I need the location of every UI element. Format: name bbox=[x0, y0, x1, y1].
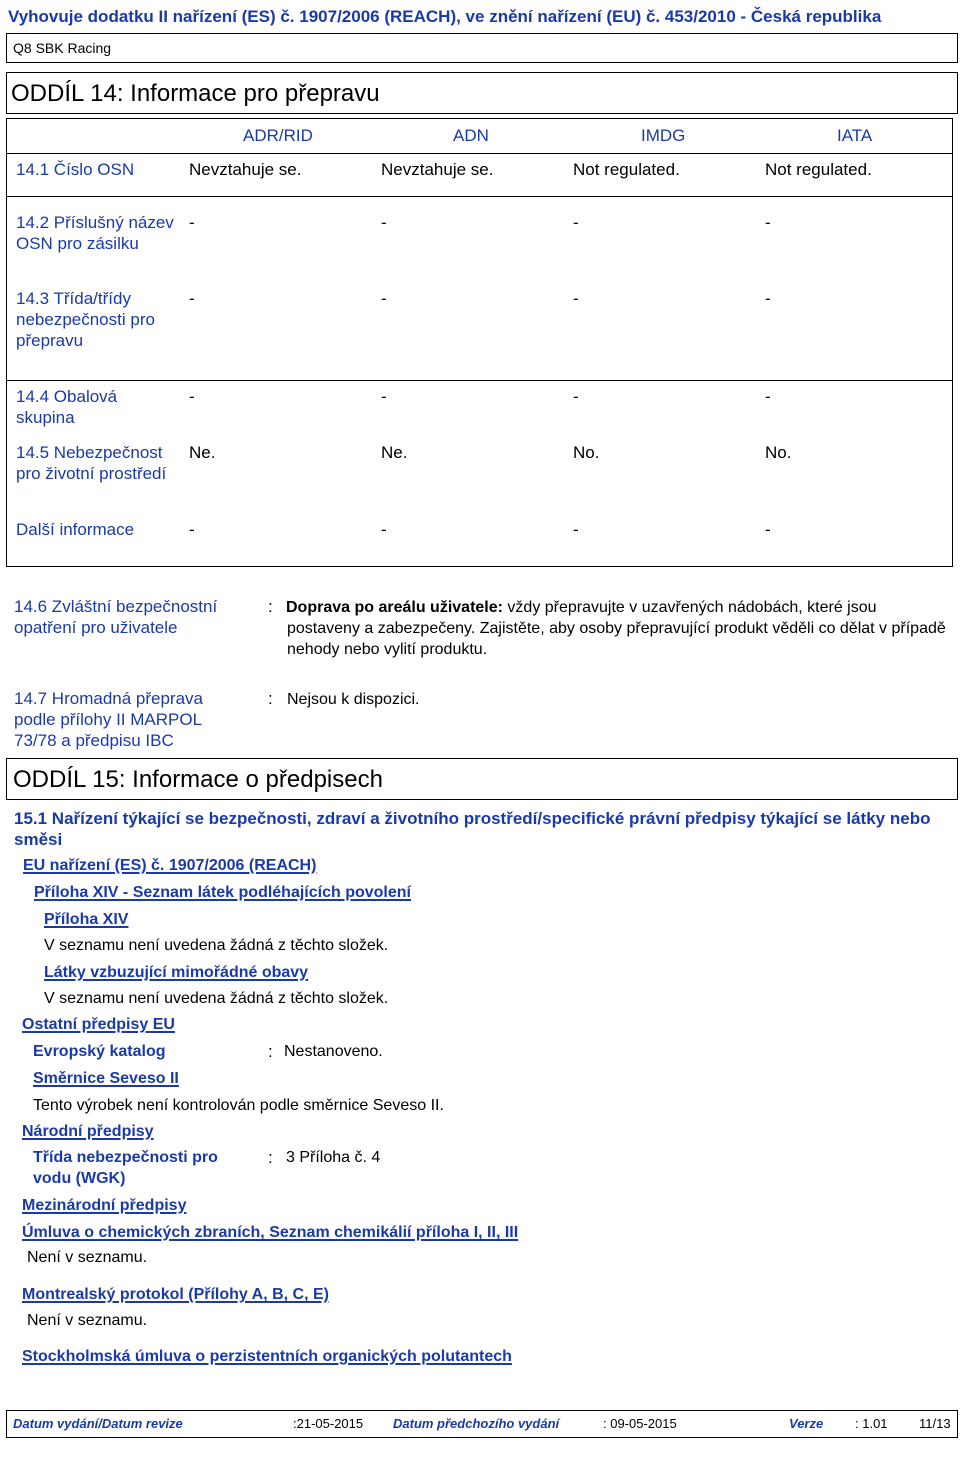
product-name: Q8 SBK Racing bbox=[13, 40, 112, 56]
cell: - bbox=[189, 289, 195, 308]
footer-prev-value: : 09-05-2015 bbox=[603, 1416, 677, 1431]
cell: Not regulated. bbox=[765, 160, 872, 179]
cell: - bbox=[765, 213, 771, 232]
montreal-status: Není v seznamu. bbox=[27, 1312, 148, 1329]
col-header-imdg: IMDG bbox=[641, 126, 686, 145]
row-label-environmental-hazard: 14.5 Nebezpečnost pro životní prostředí bbox=[16, 443, 167, 483]
special-precautions-text bbox=[283, 597, 948, 660]
svhc-heading: Látky vzbuzující mimořádné obavy bbox=[44, 964, 309, 981]
section15-subtitle: 15.1 Nařízení týkající se bezpečnosti, zdraví a životního prostředí/specifické právní předpisy týkající se látky nebo směsi bbox=[14, 809, 931, 849]
cell: - bbox=[189, 520, 195, 539]
colon: : bbox=[268, 689, 273, 708]
section15-title-box bbox=[6, 758, 958, 800]
cell: - bbox=[765, 387, 771, 406]
cell: - bbox=[765, 289, 771, 308]
cell: - bbox=[381, 289, 387, 308]
annex-xiv-heading: Příloha XIV bbox=[44, 911, 129, 928]
cell: No. bbox=[765, 443, 792, 462]
national-heading: Národní předpisy bbox=[22, 1123, 154, 1140]
special-precautions-lead: Doprava po areálu uživatele: bbox=[286, 599, 503, 616]
european-catalogue-label: Evropský katalog bbox=[33, 1043, 166, 1060]
cell: No. bbox=[573, 443, 600, 462]
row-label-additional-info: Další informace bbox=[16, 520, 135, 539]
svhc-status: V seznamu není uvedena žádná z těchto složek. bbox=[44, 990, 389, 1007]
row-label-shipping-name: 14.2 Příslušný název OSN pro zásilku bbox=[16, 213, 174, 253]
cell: - bbox=[381, 520, 387, 539]
seveso-heading: Směrnice Seveso II bbox=[33, 1070, 179, 1087]
footer-issue-label: Datum vydání/Datum revize bbox=[13, 1416, 183, 1431]
colon: : bbox=[268, 597, 273, 616]
product-name-box bbox=[6, 33, 958, 63]
cell: - bbox=[189, 213, 195, 232]
eu-reach-heading: EU nařízení (ES) č. 1907/2006 (REACH) bbox=[23, 857, 317, 874]
footer-version-label: Verze bbox=[789, 1416, 824, 1431]
col-header-adr: ADR/RID bbox=[243, 126, 313, 145]
cell: Not regulated. bbox=[573, 160, 680, 179]
bulk-transport-label: 14.7 Hromadná přeprava podle přílohy II MARPOL 73/78 a předpisu IBC bbox=[14, 689, 204, 750]
special-precautions-body: vždy přepravujte v uzavřených nádobách, které jsou postaveny a zabezpečeny. Zajistěte, aby osoby přepravující produkt věděli co dělat v případě nehody nebo vylití produktu. bbox=[287, 599, 946, 658]
cell: - bbox=[381, 387, 387, 406]
table-header-divider bbox=[6, 153, 953, 154]
international-heading: Mezinárodní předpisy bbox=[22, 1197, 187, 1214]
cell: - bbox=[189, 387, 195, 406]
table-divider-2 bbox=[6, 380, 953, 381]
wgk-label: Třída nebezpečnosti pro vodu (WGK) bbox=[33, 1149, 218, 1187]
regulation-title: Vyhovuje dodatku II nařízení (ES) č. 1907/2006 (REACH), ve znění nařízení (EU) č. 453/2010 - Česká republika bbox=[8, 7, 882, 26]
annex-xiv-list-heading: Příloha XIV - Seznam látek podléhajících povolení bbox=[34, 884, 411, 901]
cwc-status: Není v seznamu. bbox=[27, 1249, 148, 1266]
other-eu-heading: Ostatní předpisy EU bbox=[22, 1016, 175, 1033]
cell: - bbox=[573, 213, 579, 232]
cell: Ne. bbox=[189, 443, 216, 462]
annex-xiv-status: V seznamu není uvedena žádná z těchto složek. bbox=[44, 937, 389, 954]
cell: - bbox=[573, 520, 579, 539]
footer-prev-label: Datum předchozího vydání bbox=[393, 1416, 560, 1431]
cell: - bbox=[573, 387, 579, 406]
stockholm-heading: Stockholmská úmluva o perzistentních organických polutantech bbox=[22, 1348, 512, 1365]
cell: - bbox=[765, 520, 771, 539]
footer-version-value: : 1.01 bbox=[855, 1416, 888, 1431]
footer-page-number: 11/13 bbox=[919, 1416, 951, 1431]
cell: Nevztahuje se. bbox=[381, 160, 494, 179]
footer-issue-value: :21-05-2015 bbox=[293, 1416, 364, 1431]
row-label-packing-group: 14.4 Obalová skupina bbox=[16, 387, 118, 427]
section14-title: ODDÍL 14: Informace pro přepravu bbox=[11, 80, 380, 107]
col-header-adn: ADN bbox=[453, 126, 489, 145]
cwc-heading: Úmluva o chemických zbraních, Seznam chemikálií příloha I, II, III bbox=[22, 1224, 519, 1241]
section14-title-box bbox=[6, 72, 958, 114]
col-header-iata: IATA bbox=[837, 126, 873, 145]
montreal-heading: Montrealský protokol (Přílohy A, B, C, E) bbox=[22, 1286, 329, 1303]
cell: - bbox=[381, 213, 387, 232]
cell: Nevztahuje se. bbox=[189, 160, 302, 179]
footer-box bbox=[6, 1410, 958, 1438]
table-divider-1 bbox=[6, 196, 953, 197]
colon: : bbox=[268, 1148, 273, 1167]
special-precautions-label: 14.6 Zvláštní bezpečnostní opatření pro uživatele bbox=[14, 597, 218, 637]
cell: Ne. bbox=[381, 443, 408, 462]
cell: - bbox=[573, 289, 579, 308]
european-catalogue-value: Nestanoveno. bbox=[284, 1043, 383, 1060]
colon: : bbox=[268, 1042, 273, 1061]
bulk-transport-value: Nejsou k dispozici. bbox=[287, 691, 420, 708]
row-label-hazard-class: 14.3 Třída/třídy nebezpečnosti pro přepravu bbox=[16, 289, 155, 350]
section15-title: ODDÍL 15: Informace o předpisech bbox=[13, 766, 383, 793]
row-label-un-number: 14.1 Číslo OSN bbox=[16, 160, 135, 179]
wgk-value: 3 Příloha č. 4 bbox=[286, 1149, 381, 1166]
seveso-status: Tento výrobek není kontrolován podle směrnice Seveso II. bbox=[33, 1097, 444, 1114]
